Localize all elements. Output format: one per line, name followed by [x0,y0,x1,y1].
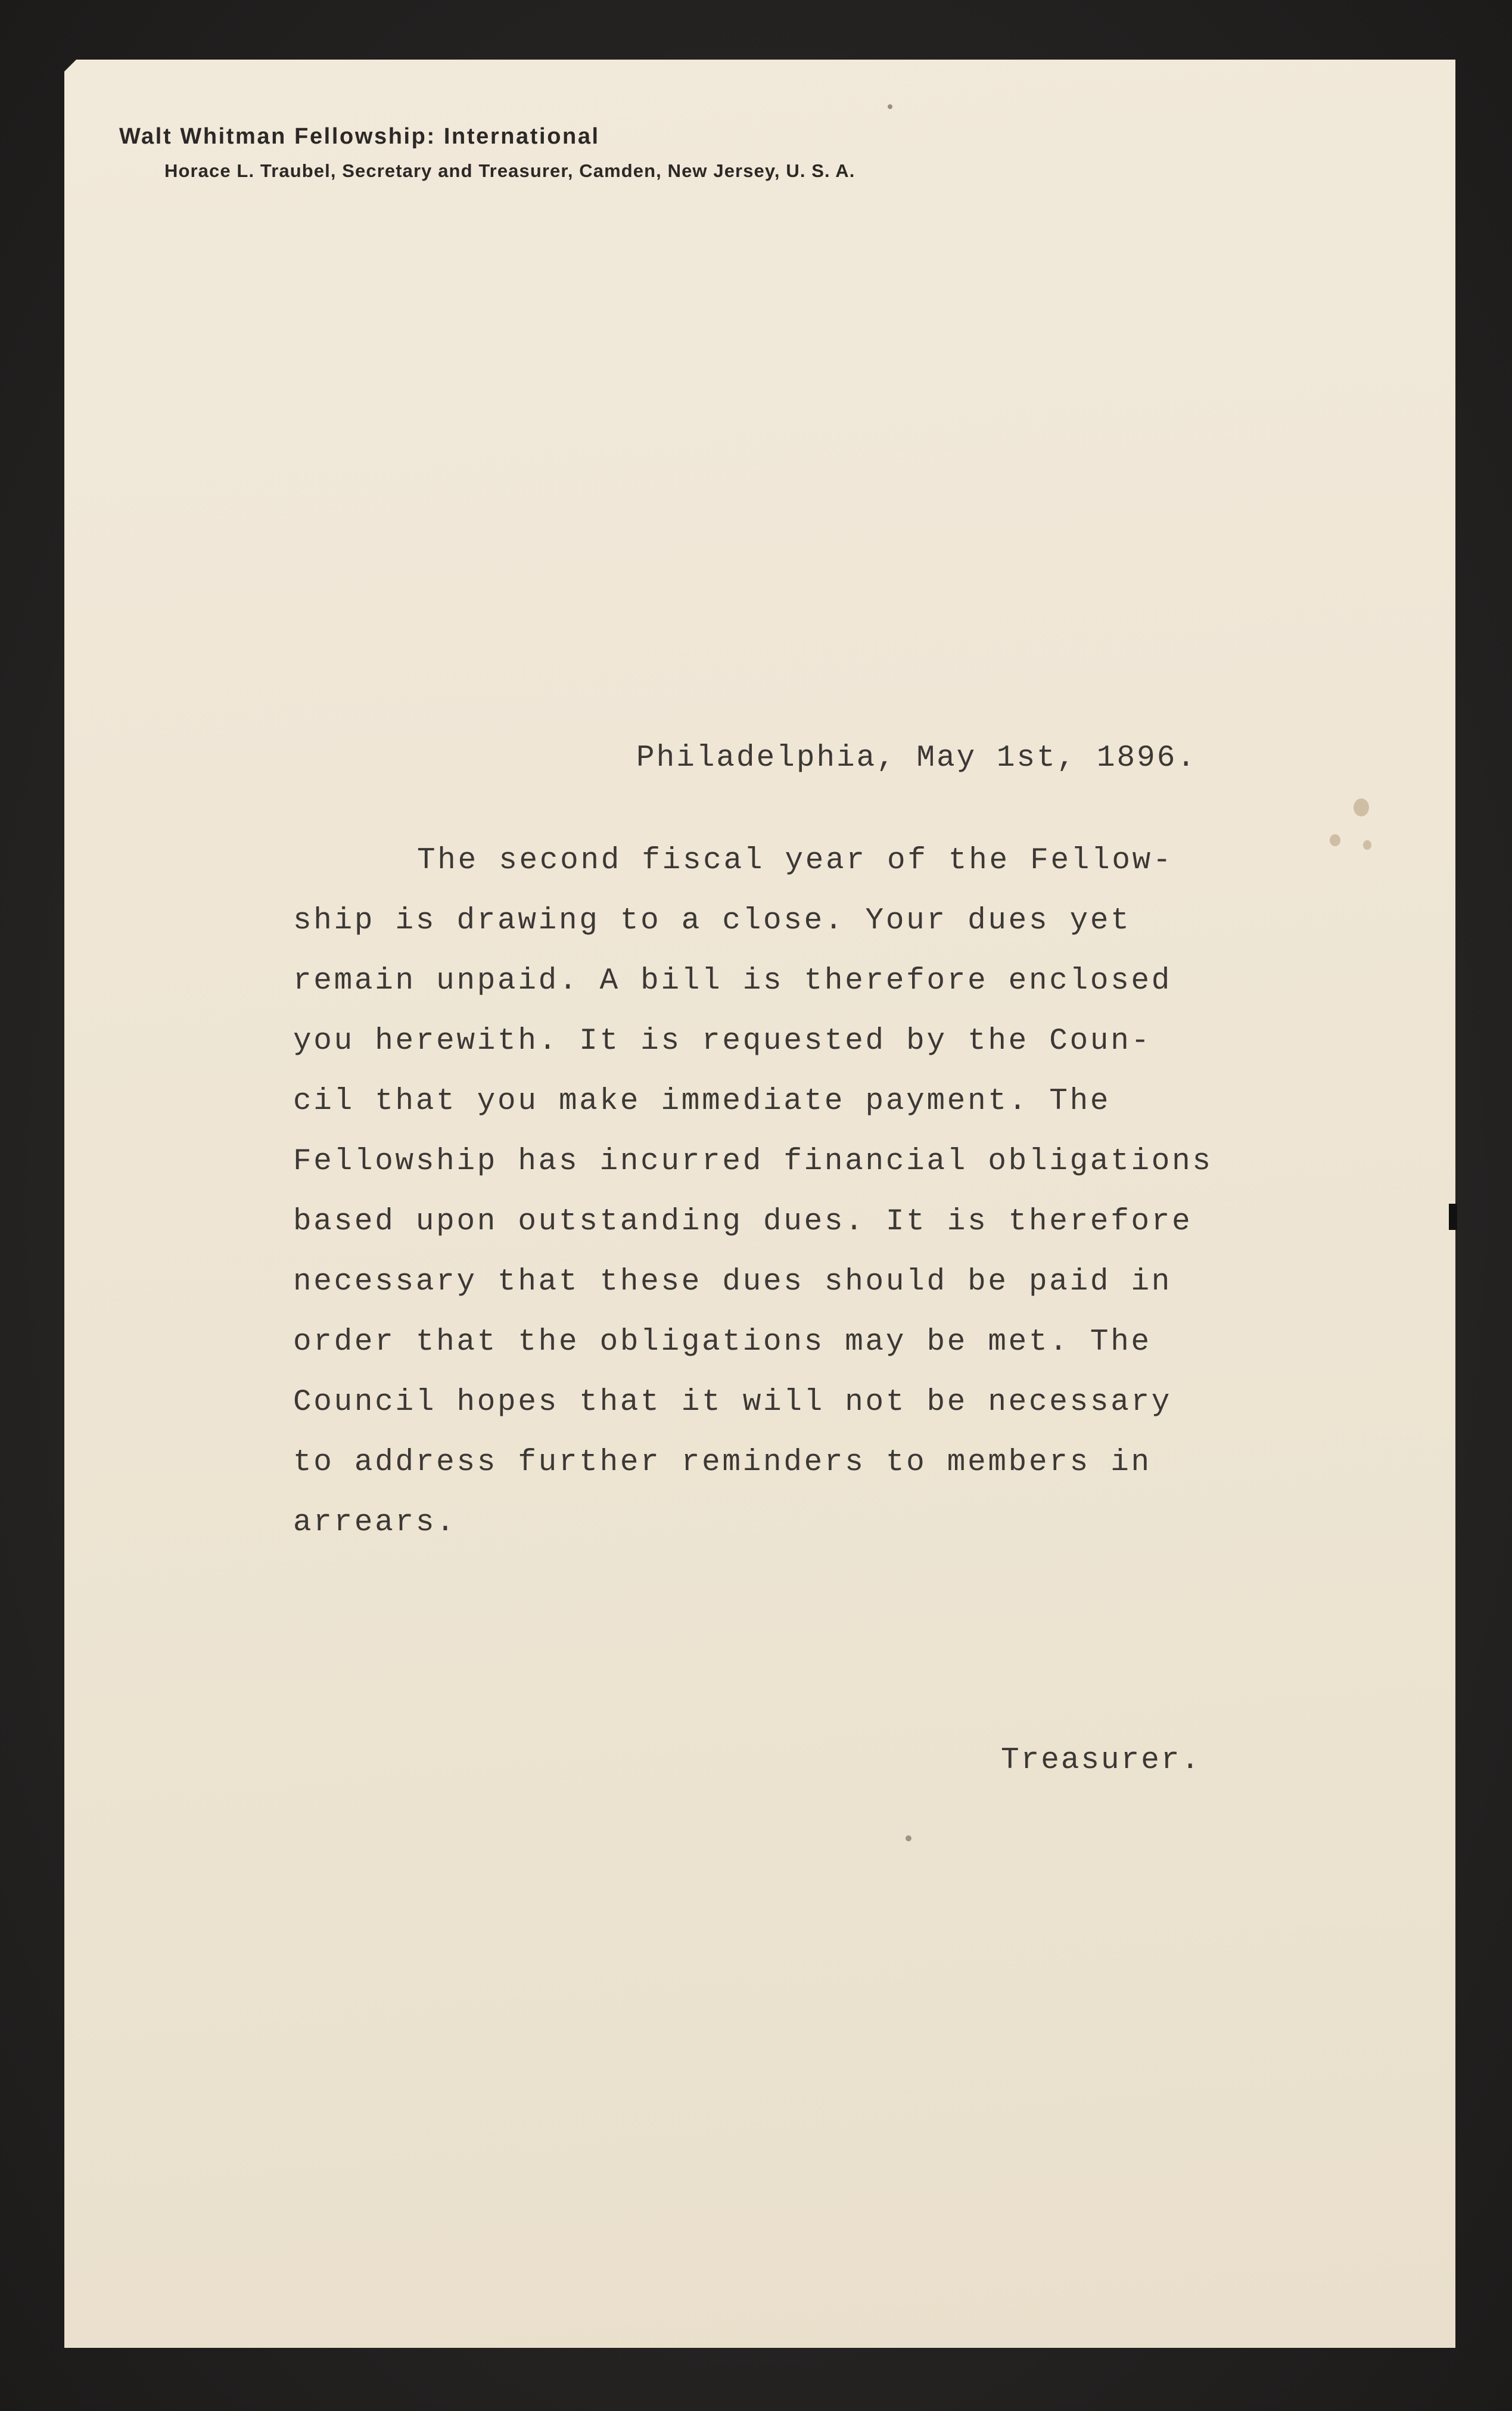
signature: Treasurer. [1001,1744,1202,1778]
letterhead [119,124,855,182]
paper-stain [906,1835,911,1841]
body-line: Council hopes that it will not be necessary [293,1385,1172,1419]
paper-edge-tear [1449,1204,1457,1230]
body-line: necessary that these dues should be paid in [293,1265,1172,1299]
body-line: you herewith. It is requested by the Coun- [293,1024,1152,1058]
paper-stain [1330,834,1340,846]
body-line: to address further reminders to members in [293,1446,1152,1480]
paper-stain [888,104,892,109]
body-line: order that the obligations may be met. The [293,1325,1152,1359]
dateline: Philadelphia, May 1st, 1896. [636,741,1197,775]
body-line: Fellowship has incurred financial obligations [293,1145,1213,1179]
body-line: based upon outstanding dues. It is therefore [293,1205,1193,1239]
body-line: cil that you make immediate payment. The [293,1085,1111,1118]
paper-stain [1363,840,1371,850]
paper-stain [1354,799,1369,816]
body-line: The second fiscal year of the Fellow- [417,844,1174,878]
organization-name: Walt Whitman Fellowship: International [119,124,600,149]
body-line: remain unpaid. A bill is therefore enclosed [293,964,1172,998]
officer-address-line: Horace L. Traubel, Secretary and Treasurer, Camden, New Jersey, U. S. A. [164,160,855,181]
body-line: arrears. [293,1506,457,1540]
body-line: ship is drawing to a close. Your dues yet [293,904,1131,938]
letter-body [293,831,1213,1553]
